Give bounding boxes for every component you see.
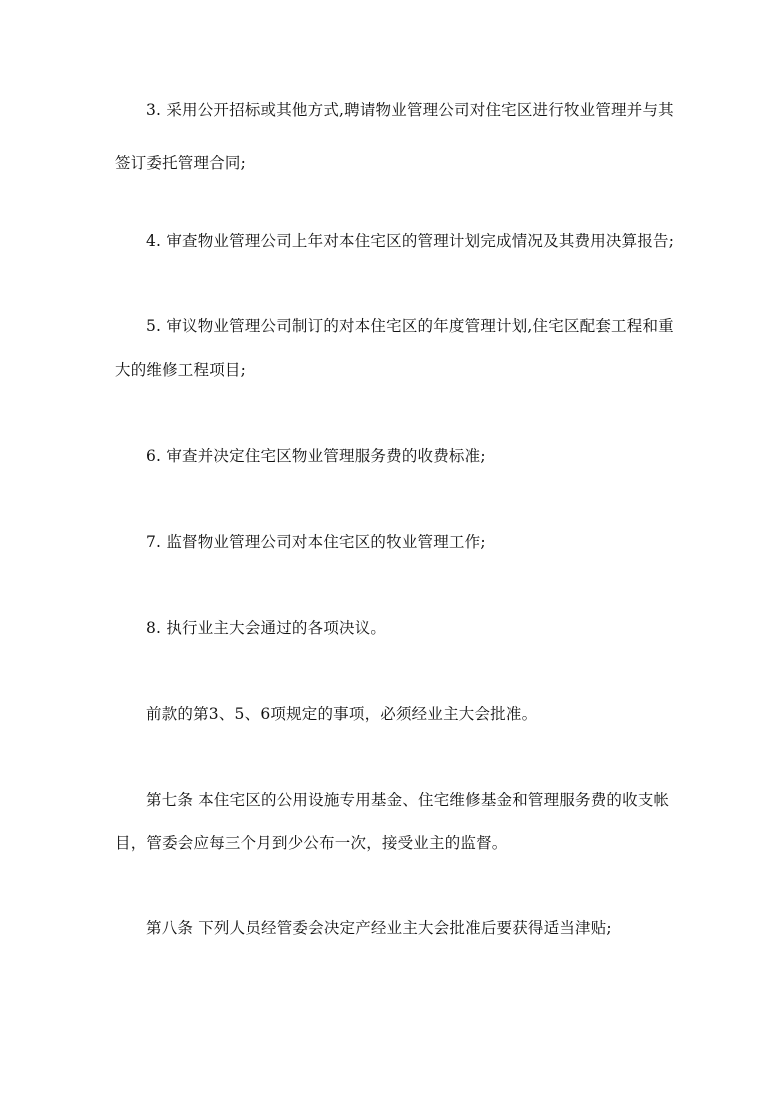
article-8-line-1: 第八条 下列人员经管委会决定产经业主大会批准后要获得适当津贴; <box>146 919 612 937</box>
article-7-line-1: 第七条 本住宅区的公用设施专用基金、住宅维修基金和管理服务费的收支帐 <box>146 791 670 809</box>
item-5-line-1: 5. 审议物业管理公司制订的对本住宅区的年度管理计划,住宅区配套工程和重 <box>146 317 674 335</box>
article-7-line-2: 目，管委会应每三个月到少公布一次，接受业主的监督。 <box>115 834 508 852</box>
item-8-line-1: 8. 执行业主大会通过的各项决议。 <box>146 619 387 637</box>
item-4-line-1: 4. 审查物业管理公司上年对本住宅区的管理计划完成情况及其费用决算报告; <box>146 232 675 250</box>
item-6-line-1: 6. 审查并决定住宅区物业管理服务费的收费标准; <box>146 447 486 465</box>
item-3-line-1: 3. 采用公开招标或其他方式,聘请物业管理公司对住宅区进行牧业管理并与其 <box>146 101 674 119</box>
item-5-line-2: 大的维修工程项目; <box>115 361 247 379</box>
item-7-line-1: 7. 监督物业管理公司对本住宅区的牧业管理工作; <box>146 533 486 551</box>
item-3-line-2: 签订委托管理合同; <box>115 154 247 172</box>
approval-note: 前款的第3、5、6项规定的事项，必须经业主大会批准。 <box>146 705 538 723</box>
